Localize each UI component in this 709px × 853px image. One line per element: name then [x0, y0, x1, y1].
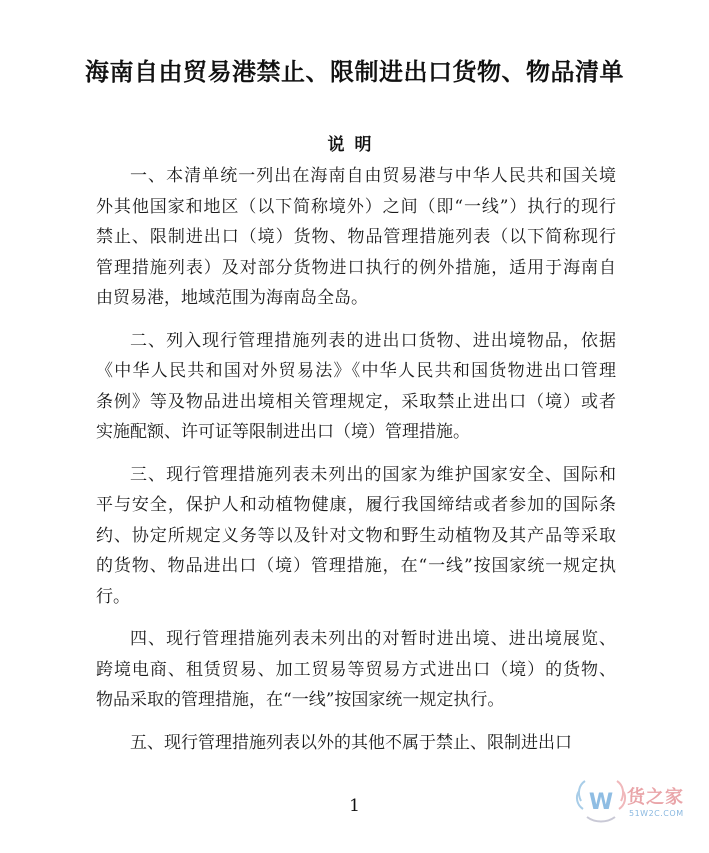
text-line: 条例》等及物品进出境相关管理规定，采取禁止进出口（境）或者: [96, 391, 616, 412]
text-line: 平与安全，保护人和动植物健康，履行我国缔结或者参加的国际条: [96, 495, 616, 515]
text-line: 管理措施列表）及对部分货物进口执行的例外措施，适用于海南自: [96, 257, 616, 278]
document-body: [96, 161, 616, 758]
paragraph-2: [96, 326, 616, 448]
text-line: 《中华人民共和国对外贸易法》《中华人民共和国货物进出口管理: [96, 361, 616, 381]
text-line: 二、列入现行管理措施列表的进出口货物、进出境物品，依据: [130, 330, 616, 351]
text-line: 三、现行管理措施列表未列出的国家为维护国家安全、国际和: [130, 464, 616, 485]
text-line: 物品采取的管理措施，在“一线”按国家统一规定执行。: [96, 690, 505, 710]
paragraph-5: [96, 728, 616, 759]
paragraph-3: [96, 460, 616, 613]
section-heading: 说明: [327, 135, 382, 155]
text-line: 一、本清单统一列出在海南自由贸易港与中华人民共和国关境: [130, 166, 616, 186]
text-line: 行。: [96, 586, 130, 607]
text-line: 由贸易港，地域范围为海南岛全岛。: [96, 288, 368, 308]
svg-text:W: W: [588, 790, 614, 815]
paragraph-1: [96, 161, 616, 314]
text-line: 五、现行管理措施列表以外的其他不属于禁止、限制进出口: [130, 732, 572, 753]
text-line: 实施配额、许可证等限制进出口（境）管理措施。: [96, 422, 470, 442]
text-line: 禁止、限制进出口（境）货物、物品管理措施列表（以下简称现行: [96, 227, 616, 247]
watermark-name: 货之家: [627, 787, 684, 808]
text-line: 约、协定所规定义务等以及针对文物和野生动植物及其产品等采取: [96, 525, 616, 546]
watermark: [573, 773, 693, 833]
paragraph-4: [96, 624, 616, 716]
text-line: 四、现行管理措施列表未列出的对暂时进出境、进出境展览、: [130, 629, 616, 649]
page-number: 1: [349, 796, 360, 816]
text-line: 外其他国家和地区（以下简称境外）之间（即“一线”）执行的现行: [96, 196, 616, 217]
document-title: 海南自由贸易港禁止、限制进出口货物、物品清单: [85, 57, 624, 86]
watermark-logo-icon: [573, 775, 631, 827]
text-line: 的货物、物品进出口（境）管理措施，在“一线”按国家统一规定执: [96, 556, 616, 576]
watermark-url: 51W2C.COM: [629, 809, 684, 818]
text-line: 跨境电商、租赁贸易、加工贸易等贸易方式进出口（境）的货物、: [96, 659, 616, 680]
